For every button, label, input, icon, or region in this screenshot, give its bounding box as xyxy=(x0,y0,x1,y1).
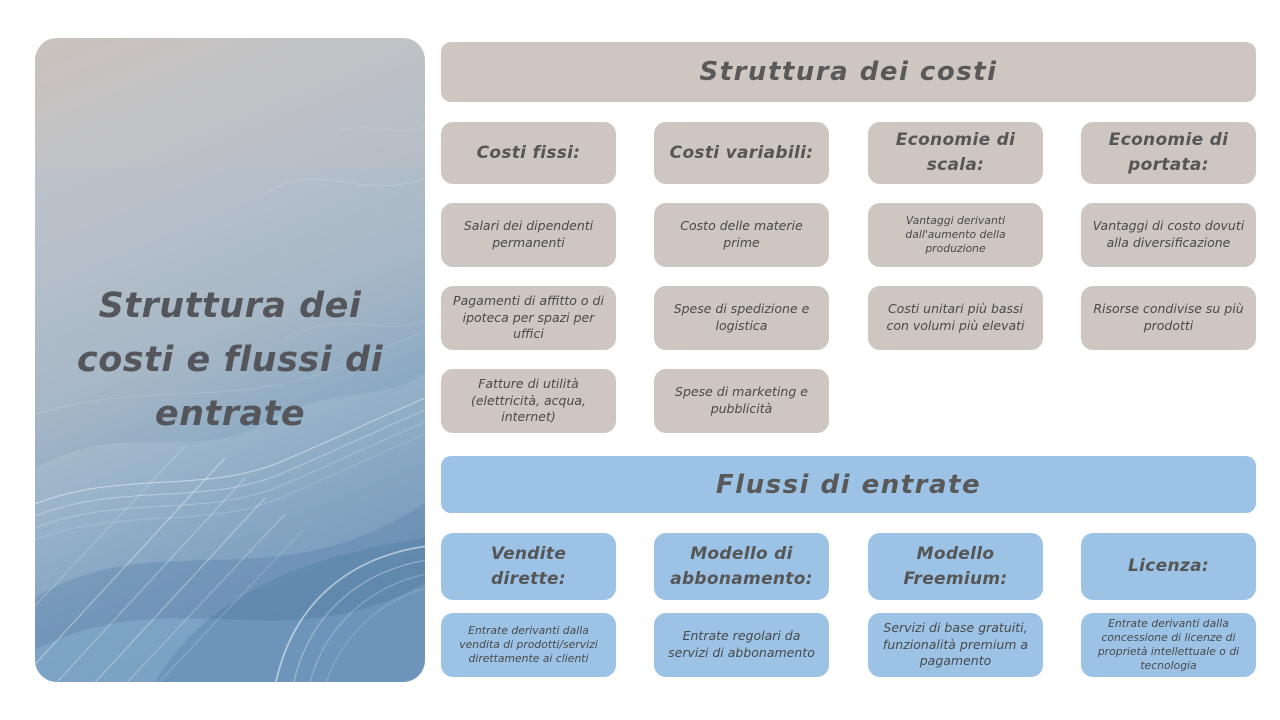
cost-column-header-economie-scala: Economie di scala: xyxy=(868,122,1043,184)
revenue-item: Entrate derivanti dalla concessione di licenze di proprietà intellettuale o di tecnologia xyxy=(1081,613,1256,677)
revenue-item: Entrate derivanti dalla vendita di prodotti/servizi direttamente ai clienti xyxy=(441,613,616,677)
revenue-column-header-freemium: Modello Freemium: xyxy=(868,533,1043,600)
cost-item: Pagamenti di affitto o di ipoteca per spazi per uffici xyxy=(441,286,616,350)
left-panel xyxy=(35,38,425,682)
cost-column-header-variabili: Costi variabili: xyxy=(654,122,829,184)
revenue-column-header-licenza: Licenza: xyxy=(1081,533,1256,600)
cost-column-header-economie-portata: Economie di portata: xyxy=(1081,122,1256,184)
cost-item: Spese di marketing e pubblicità xyxy=(654,369,829,433)
cost-structure-section-header: Struttura dei costi xyxy=(441,42,1256,102)
page-title: Struttura dei costi e flussi di entrate xyxy=(77,285,383,435)
revenue-column-header-abbonamento: Modello di abbonamento: xyxy=(654,533,829,600)
cost-column-header-fissi: Costi fissi: xyxy=(441,122,616,184)
revenue-item: Servizi di base gratuiti, funzionalità premium a pagamento xyxy=(868,613,1043,677)
cost-item: Fatture di utilità (elettricità, acqua, internet) xyxy=(441,369,616,433)
cost-item: Costo delle materie prime xyxy=(654,203,829,267)
revenue-item: Entrate regolari da servizi di abbonamento xyxy=(654,613,829,677)
cost-item: Risorse condivise su più prodotti xyxy=(1081,286,1256,350)
cost-item: Salari dei dipendenti permanenti xyxy=(441,203,616,267)
revenue-streams-section-header: Flussi di entrate xyxy=(441,456,1256,513)
cost-item: Vantaggi di costo dovuti alla diversificazione xyxy=(1081,203,1256,267)
cost-item: Costi unitari più bassi con volumi più elevati xyxy=(868,286,1043,350)
cost-item: Vantaggi derivanti dall'aumento della produzione xyxy=(868,203,1043,267)
cost-item: Spese di spedizione e logistica xyxy=(654,286,829,350)
revenue-column-header-vendite: Vendite dirette: xyxy=(441,533,616,600)
